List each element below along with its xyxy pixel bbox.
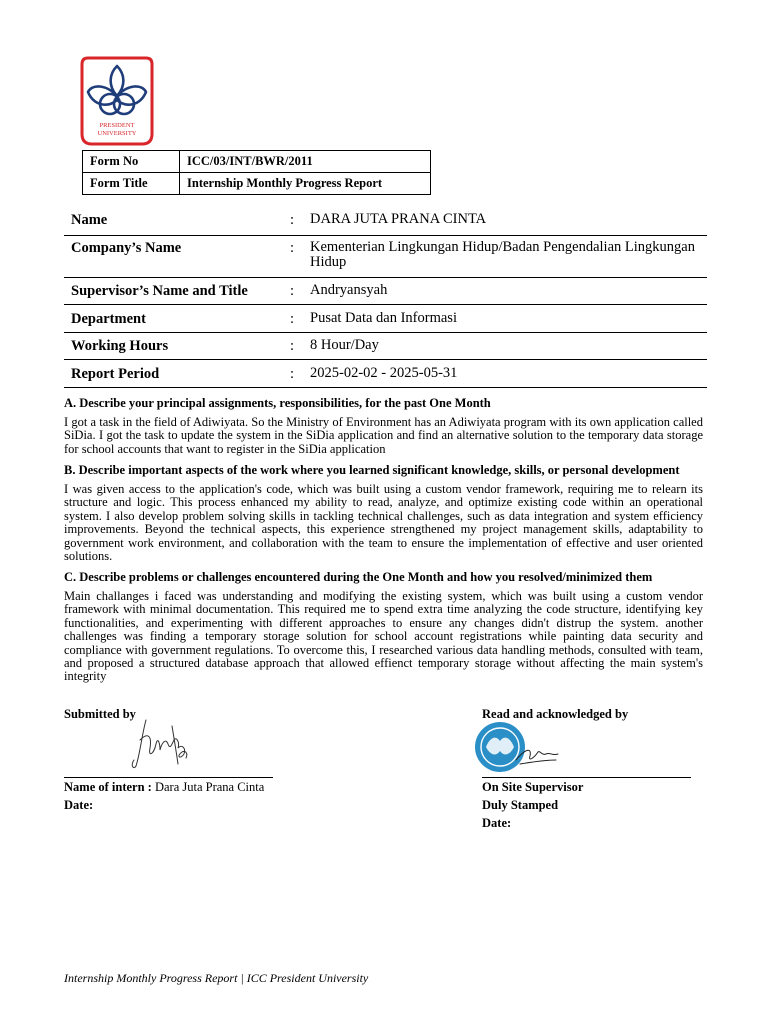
info-value: 8 Hour/Day: [310, 337, 379, 353]
intern-name-value: Dara Juta Prana Cinta: [151, 780, 265, 794]
info-row-company: [64, 240, 707, 278]
form-no-label: Form No: [83, 151, 180, 173]
intern-date-label: Date:: [64, 798, 94, 812]
form-title-label: Form Title: [83, 173, 180, 195]
form-title-row: [83, 173, 431, 195]
president-university-logo: [76, 56, 158, 146]
info-value: 2025-02-02 - 2025-05-31: [310, 365, 458, 381]
intern-signature: [126, 714, 206, 774]
info-label: Department: [71, 311, 146, 327]
logo-text-line2: UNIVERSITY: [97, 130, 137, 137]
form-no-value: ICC/03/INT/BWR/2011: [180, 151, 431, 173]
info-label: Company’s Name: [71, 240, 182, 256]
logo-text-line1: PRESIDENT: [99, 122, 135, 129]
submitted-by-label: Submitted by: [64, 707, 136, 721]
info-colon: :: [290, 366, 295, 382]
info-label: Working Hours: [71, 338, 169, 354]
section-c-heading: C. Describe problems or challenges encountered during the One Month and how you resolved/minimized them: [64, 570, 653, 584]
supervisor-signature-line: [482, 777, 691, 778]
section-c-body: Main challanges i faced was understanding and modifying the existing system, which was built using a custom vendor framework with minimal documentation. This required me to spend extra time analyzing the code structure, identifying key functionalities, and experimenting with different approaches to ensure any changes didn't distrup the system. another challenges was finding a temporary storage solution for school account registrations while painting data security and compliance with government regulations. To overcome this, I researched various data handling methods, consulted with team, and proposed a structured database approach that allowed effienct temporary storage without affecting the main system's integrity: [64, 589, 703, 684]
info-colon: :: [290, 283, 295, 299]
info-row-supervisor: [64, 283, 707, 305]
form-no-row: [83, 151, 431, 173]
info-colon: :: [290, 240, 295, 256]
read-acknowledged-label: Read and acknowledged by: [482, 707, 629, 721]
intern-name-label: Name of intern :: [64, 780, 152, 794]
supervisor-stamp-signature: [472, 720, 564, 776]
section-a-heading: A. Describe your principal assignments, responsibilities, for the past One Month: [64, 396, 491, 410]
section-b-heading: B. Describe important aspects of the work where you learned significant knowledge, skills, or personal development: [64, 463, 680, 477]
intern-name-field: [64, 780, 264, 795]
form-title-value: Internship Monthly Progress Report: [180, 173, 431, 195]
info-row-working-hours: [64, 338, 707, 360]
info-value: Pusat Data dan Informasi: [310, 310, 457, 326]
info-value: Andryansyah: [310, 282, 388, 298]
section-a-body: I got a task in the field of Adiwiyata. So the Ministry of Environment has an Adiwiyata program with its own application called SiDia. I got the task to update the system in the SiDia application and find an alternative solution to the temporary data storage for school accounts that want to register in the SiDia application: [64, 415, 703, 456]
info-colon: :: [290, 338, 295, 354]
info-value: DARA JUTA PRANA CINTA: [310, 211, 487, 227]
info-row-department: [64, 311, 707, 333]
intern-signature-line: [64, 777, 273, 778]
info-row-name: [64, 212, 707, 236]
section-b-body: I was given access to the application's code, which was built using a custom vendor framework, requiring me to relearn its structure and logic. This process enhanced my ability to read, analyze, and optimize existing code within an operational system. I also develop problem solving skills in tackling technical challenges, such as data integration and system efficiency improvements. Beyond the technical aspects, this experience strengthened my project management skills, adaptability to government work environment, and collaboration with the team to ensure the implementation of effective and user oriented solutions.: [64, 482, 703, 564]
info-colon: :: [290, 212, 295, 228]
info-value: Kementerian Lingkungan Hidup/Badan Pengendalian Lingkungan Hidup: [310, 239, 695, 270]
info-label: Supervisor’s Name and Title: [71, 283, 248, 299]
info-row-report-period: [64, 366, 707, 388]
form-info-table: [82, 150, 431, 195]
supervisor-date-label: Date:: [482, 816, 512, 830]
duly-stamped-label: Duly Stamped: [482, 798, 559, 812]
page-footer: Internship Monthly Progress Report | ICC President University: [64, 971, 369, 985]
info-label: Report Period: [71, 366, 160, 382]
info-colon: :: [290, 311, 295, 327]
info-label: Name: [71, 212, 108, 228]
supervisor-role-label: On Site Supervisor: [482, 780, 584, 794]
